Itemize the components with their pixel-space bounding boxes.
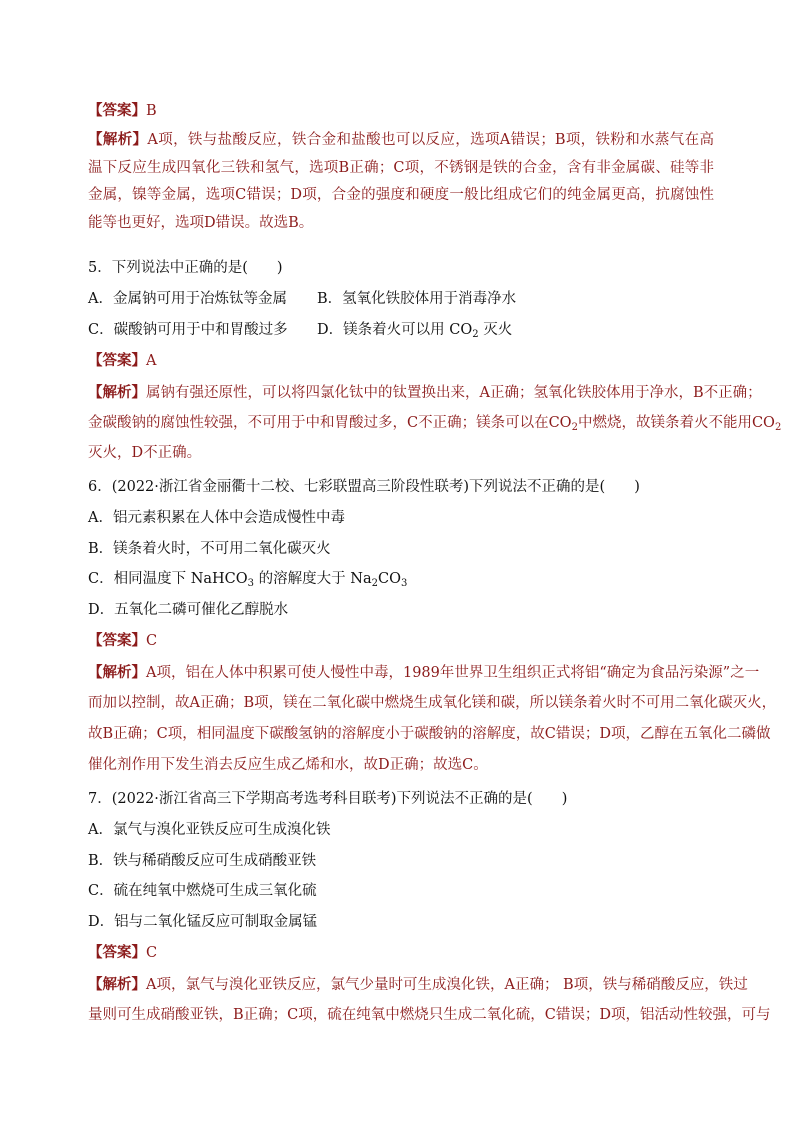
answer-line bbox=[88, 352, 156, 370]
analysis-line: 故B正确；C项，相同温度下碳酸氢钠的溶解度小于碳酸钠的溶解度，故C错误；D项，乙醇在五氧化二磷做 bbox=[88, 726, 771, 742]
option-c: C．硫在纯氧中燃烧可生成三氧化硫 bbox=[88, 883, 317, 899]
answer-value: A bbox=[146, 353, 157, 369]
option-c: C．碳酸钠可用于中和胃酸过多 bbox=[88, 322, 288, 338]
question-6-stem: 6．(2022·浙江省金丽衢十二校、七彩联盟高三阶段性联考)下列说法不正确的是( ) bbox=[88, 479, 640, 495]
analysis-line: 催化剂作用下发生消去反应生成乙烯和水，故D正确；故选C。 bbox=[88, 757, 488, 773]
answer-tag: 【答案】 bbox=[88, 352, 146, 369]
option-c-text: C．相同温度下 NaHCO bbox=[88, 571, 248, 587]
analysis-text: 属钠有强还原性，可以将四氯化钛中的钛置换出来，A正确；氢氧化铁胶体用于净水，B不正确； bbox=[146, 385, 762, 401]
analysis-text: A项，铝在人体中积累可使人慢性中毒，1989年世界卫生组织正式将铝“确定为食品污染源”之一 bbox=[146, 665, 760, 681]
analysis-line: 量则可生成硝酸亚铁，B正确；C项，硫在纯氧中燃烧只生成二氧化硫，C错误；D项，铝活动性较强，可与 bbox=[88, 1007, 771, 1023]
answer-tag: 【答案】 bbox=[88, 632, 146, 649]
answer-value: B bbox=[146, 103, 157, 119]
analysis-text: A项，铁与盐酸反应，铁合金和盐酸也可以反应，选项A错误；B项，铁粉和水蒸气在高温下反应生成四氧化三铁和氢气，选项B正确；C项，不锈钢是铁的合金，含有非金属碳、硅等非金属，镍等金属，选项C错误；D项，合金的强度和硬度一般比组成它们的纯金属更高，抗腐蚀性能等也更好，选项D错误。故选B。 bbox=[88, 132, 714, 231]
question-stem bbox=[88, 259, 283, 277]
analysis-line bbox=[88, 664, 759, 682]
analysis-text: 金碳酸钠的腐蚀性较强，不可用于中和胃酸过多，C不正确；镁条可以在CO bbox=[88, 415, 572, 431]
option-a: A．金属钠可用于冶炼钛等金属 bbox=[88, 291, 287, 307]
option-b: B．镁条着火时，不可用二氧化碳灭火 bbox=[88, 541, 331, 557]
question-7-stem: 7．(2022·浙江省高三下学期高考选考科目联考)下列说法不正确的是( ) bbox=[88, 791, 568, 807]
analysis-tag: 【解析】 bbox=[88, 384, 146, 401]
option-d bbox=[317, 321, 512, 339]
question-5-stem: 5．下列说法中正确的是( ) bbox=[88, 260, 283, 276]
answer-tag: 【答案】 bbox=[88, 944, 146, 961]
subscript: 3 bbox=[247, 578, 255, 589]
analysis-line bbox=[88, 384, 762, 402]
subscript: 2 bbox=[774, 422, 782, 433]
answer-tag: 【答案】 bbox=[88, 102, 146, 119]
question-stem bbox=[88, 478, 640, 496]
analysis-tag: 【解析】 bbox=[88, 976, 146, 993]
answer-line bbox=[88, 944, 157, 962]
question-stem bbox=[88, 790, 567, 808]
option-c bbox=[88, 570, 407, 588]
option-d: D．铝与二氧化锰反应可制取金属锰 bbox=[88, 914, 318, 930]
subscript: 3 bbox=[400, 578, 408, 589]
analysis-text: 灭火，D不正确。 bbox=[88, 445, 202, 461]
subscript: 2 bbox=[472, 329, 479, 340]
option-b: B．氢氧化铁胶体用于消毒净水 bbox=[317, 291, 517, 307]
answer-line bbox=[88, 632, 157, 650]
option-c-text: 的溶解度大于 Na bbox=[254, 571, 372, 587]
option-c-text: CO bbox=[377, 571, 401, 587]
analysis-text: A项，氯气与溴化亚铁反应，氯气少量时可生成溴化铁，A正确； B项，铁与稀硝酸反应，铁过 bbox=[146, 977, 748, 993]
option-d-text: D．镁条着火可以用 CO bbox=[317, 322, 473, 338]
option-d: D．五氧化二磷可催化乙醇脱水 bbox=[88, 602, 289, 618]
analysis-line bbox=[88, 414, 781, 432]
subscript: 2 bbox=[571, 422, 578, 433]
subscript: 2 bbox=[371, 578, 378, 589]
answer-value: C bbox=[146, 633, 158, 649]
option-a: A．铝元素积累在人体中会造成慢性中毒 bbox=[88, 510, 345, 526]
analysis-line bbox=[88, 976, 748, 994]
option-d-text-end: 灭火 bbox=[478, 322, 513, 338]
option-a: A．氯气与溴化亚铁反应可生成溴化铁 bbox=[88, 822, 331, 838]
analysis-line bbox=[88, 444, 201, 462]
analysis-tag: 【解析】 bbox=[88, 131, 148, 148]
analysis-text: 中燃烧，故镁条着火不能用CO bbox=[577, 415, 775, 431]
analysis-tag: 【解析】 bbox=[88, 664, 146, 681]
analysis-paragraph bbox=[88, 126, 714, 237]
answer-line bbox=[88, 102, 157, 120]
analysis-line: 而加以控制，故A正确；B项，镁在二氧化碳中燃烧生成氧化镁和碳，所以镁条着火时不可用二氧化碳灭火， bbox=[88, 695, 777, 711]
answer-value: C bbox=[146, 945, 158, 961]
option-b: B．铁与稀硝酸反应可生成硝酸亚铁 bbox=[88, 853, 317, 869]
